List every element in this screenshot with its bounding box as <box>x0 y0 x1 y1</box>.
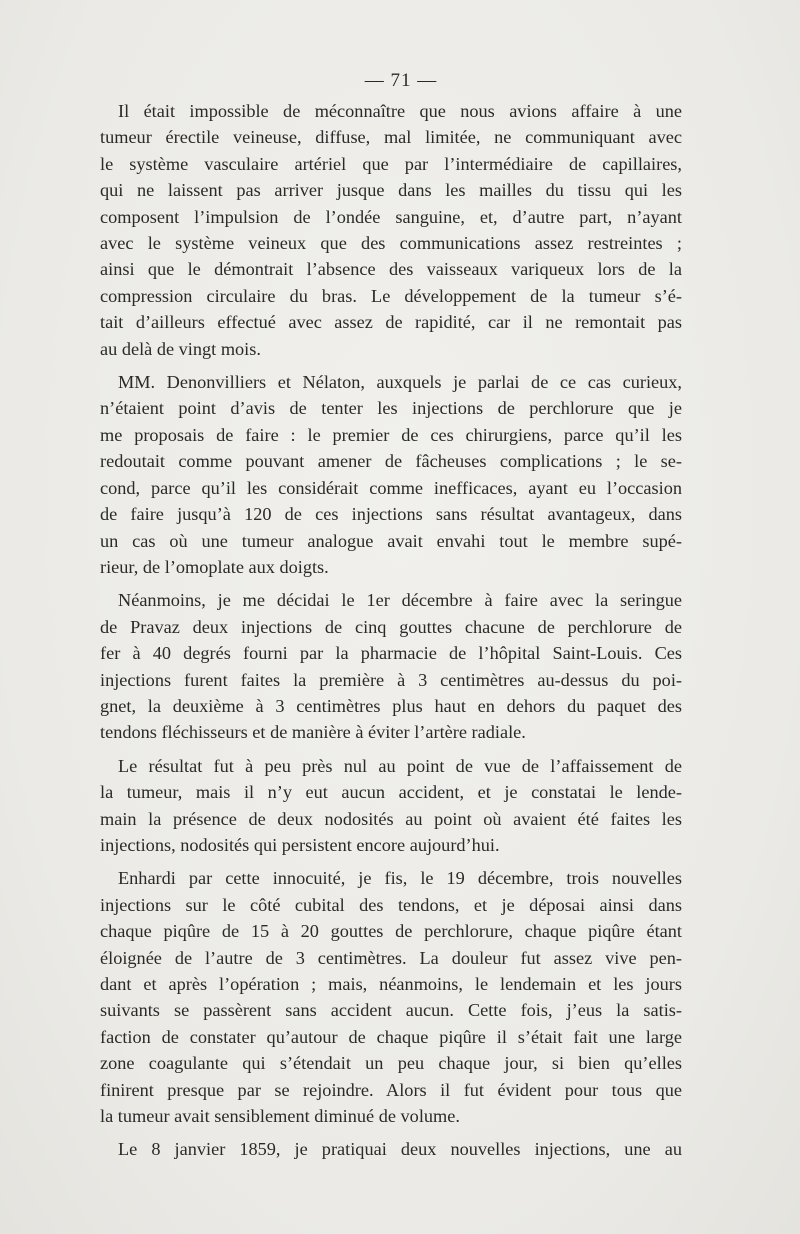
text-line: redoutait comme pouvant amener de fâcheuses complications ; le se- <box>100 451 682 472</box>
text-line: Il était impossible de méconnaître que nous avions affaire à une <box>118 101 682 121</box>
text-line: avec le système veineux que des communications assez restreintes ; <box>100 233 682 254</box>
paragraph <box>100 1136 682 1162</box>
text-line: tumeur érectile veineuse, diffuse, mal limitée, ne communiquant avec <box>100 127 682 148</box>
text-line: Néanmoins, je me décidai le 1er décembre à faire avec la seringue <box>118 590 682 611</box>
text-line: main la présence de deux nodosités au point où avaient été faites les <box>100 808 682 829</box>
text-line: injections furent faites la première à 3 centimètres au-dessus du poi- <box>100 669 682 690</box>
text-line: injections, nodosités qui persistent encore aujourd’hui. <box>100 834 500 855</box>
text-line: le système vasculaire artériel que par l’intermédiaire de capillaires, <box>100 153 682 174</box>
text-line: composent l’impulsion de l’ondée sanguine, et, d’autre part, n’ayant <box>100 206 682 227</box>
text-line: compression circulaire du bras. Le développement de la tumeur s’é- <box>100 285 682 306</box>
paragraph <box>100 753 682 859</box>
page-number: — 71 — <box>364 70 438 91</box>
text-line: un cas où une tumeur analogue avait envahi tout le membre supé- <box>100 530 682 551</box>
text-line: qui ne laissent pas arriver jusque dans les mailles du tissu qui les <box>100 180 682 201</box>
text-line: MM. Denonvilliers et Nélaton, auxquels je parlai de ce cas curieux, <box>118 372 682 393</box>
text-line: Le résultat fut à peu près nul au point de vue de l’affaissement de <box>118 755 682 776</box>
text-line: faction de constater qu’autour de chaque piqûre il s’était fait une large <box>100 1026 682 1047</box>
text-line: fer à 40 degrés fourni par la pharmacie de l’hôpital Saint-Louis. Ces <box>100 643 682 664</box>
text-line: injections sur le côté cubital des tendons, et je déposai ainsi dans <box>100 894 682 915</box>
text-line: de Pravaz deux injections de cinq gouttes chacune de perchlorure de <box>100 616 682 637</box>
text-line: tendons fléchisseurs et de manière à éviter l’artère radiale. <box>100 722 526 743</box>
text-line: au delà de vingt mois. <box>100 338 261 359</box>
text-line: me proposais de faire : le premier de ces chirurgiens, parce qu’il les <box>100 424 682 445</box>
text-line: de faire jusqu’à 120 de ces injections sans résultat avantageux, dans <box>100 504 682 525</box>
text-line: dant et après l’opération ; mais, néanmoins, le lendemain et les jours <box>100 974 682 994</box>
paragraph <box>100 98 682 362</box>
text-line: gnet, la deuxième à 3 centimètres plus haut en dehors du paquet des <box>100 695 682 716</box>
text-line: zone coagulante qui s’étendait un peu chaque jour, si bien qu’elles <box>100 1053 682 1074</box>
text-line: tait d’ailleurs effectué avec assez de rapidité, car il ne remontait pas <box>100 312 682 333</box>
text-line: suivants se passèrent sans accident aucun. Cette fois, j’eus la satis- <box>100 1000 682 1021</box>
text-line: ainsi que le démontrait l’absence des vaisseaux variqueux lors de la <box>100 259 682 280</box>
paragraph <box>100 865 682 1129</box>
paragraph <box>100 587 682 745</box>
text-line: éloignée de l’autre de 3 centimètres. La douleur fut assez vive pen- <box>100 947 682 968</box>
text-line: n’étaient point d’avis de tenter les injections de perchlorure que je <box>100 398 682 419</box>
text-line: Enhardi par cette innocuité, je fis, le 19 décembre, trois nouvelles <box>118 868 682 889</box>
body-text <box>100 98 682 1163</box>
text-line: finirent presque par se rejoindre. Alors il fut évident pour tous que <box>100 1079 682 1100</box>
text-line: chaque piqûre de 15 à 20 gouttes de perchlorure, chaque piqûre étant <box>100 921 682 942</box>
text-line: la tumeur avait sensiblement diminué de volume. <box>100 1106 460 1127</box>
text-line: cond, parce qu’il les considérait comme inefficaces, ayant eu l’occasion <box>100 477 682 498</box>
paragraph <box>100 369 682 580</box>
text-line: Le 8 janvier 1859, je pratiquai deux nouvelles injections, une au <box>118 1139 682 1160</box>
text-line: la tumeur, mais il n’y eut aucun accident, et je constatai le lende- <box>100 782 682 803</box>
text-line: rieur, de l’omoplate aux doigts. <box>100 556 329 577</box>
